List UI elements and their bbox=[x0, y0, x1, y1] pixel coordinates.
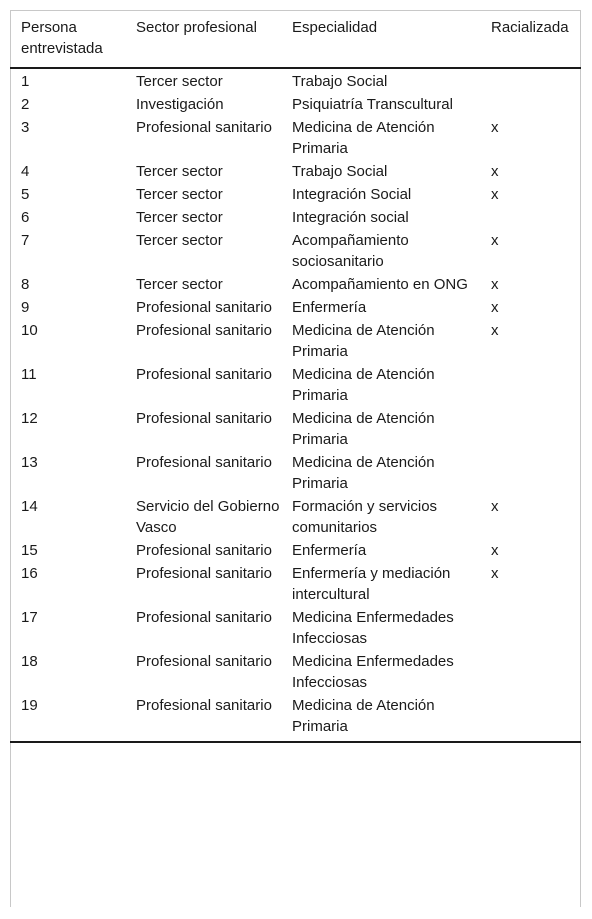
cell-especialidad: Integración Social bbox=[292, 186, 412, 203]
cell-racializada bbox=[491, 364, 581, 408]
cell-sector: Tercer sector bbox=[136, 73, 223, 90]
cell-especialidad: Medicina de Atención Primaria bbox=[292, 697, 435, 735]
cell-sector: Profesional sanitario bbox=[136, 299, 272, 316]
cell-especialidad: Acompañamiento sociosanitario bbox=[292, 232, 409, 270]
cell-racializada bbox=[491, 651, 581, 695]
table-row bbox=[10, 651, 581, 695]
cell-racializada: x bbox=[491, 232, 499, 249]
cell-especialidad: Medicina Enfermedades Infecciosas bbox=[292, 609, 454, 647]
table-row bbox=[10, 607, 581, 651]
cell-racializada: x bbox=[491, 565, 499, 582]
table-row bbox=[10, 207, 581, 230]
interviewees-table bbox=[10, 10, 581, 743]
cell-racializada: x bbox=[491, 498, 499, 515]
table-row bbox=[10, 320, 581, 364]
header-row bbox=[10, 11, 581, 69]
cell-racializada: x bbox=[491, 163, 499, 180]
cell-sector: Profesional sanitario bbox=[136, 119, 272, 136]
table-row bbox=[10, 297, 581, 320]
cell-especialidad: Medicina de Atención Primaria bbox=[292, 454, 435, 492]
cell-sector: Tercer sector bbox=[136, 163, 223, 180]
table-row bbox=[10, 274, 581, 297]
cell-especialidad: Enfermería y mediación intercultural bbox=[292, 565, 451, 603]
cell-especialidad: Enfermería bbox=[292, 299, 367, 316]
cell-racializada: x bbox=[491, 276, 499, 293]
table-row bbox=[10, 496, 581, 540]
header-racializada: Racializada bbox=[491, 19, 569, 36]
cell-sector: Tercer sector bbox=[136, 232, 223, 249]
table-container bbox=[10, 10, 581, 743]
cell-persona: 10 bbox=[21, 322, 38, 339]
table-row bbox=[10, 68, 581, 94]
cell-sector: Profesional sanitario bbox=[136, 542, 272, 559]
cell-especialidad: Psiquiatría Transcultural bbox=[292, 96, 453, 113]
cell-especialidad: Enfermería bbox=[292, 542, 367, 559]
cell-racializada: x bbox=[491, 299, 499, 316]
cell-persona: 17 bbox=[21, 609, 38, 626]
header-especialidad: Especialidad bbox=[292, 19, 378, 36]
cell-especialidad: Integración social bbox=[292, 209, 409, 226]
cell-sector: Profesional sanitario bbox=[136, 454, 272, 471]
table-row bbox=[10, 184, 581, 207]
table-row bbox=[10, 364, 581, 408]
table-row bbox=[10, 695, 581, 742]
cell-sector: Servicio del Gobierno Vasco bbox=[136, 498, 280, 536]
cell-persona: 14 bbox=[21, 498, 38, 515]
cell-persona: 8 bbox=[21, 276, 30, 293]
cell-sector: Profesional sanitario bbox=[136, 410, 272, 427]
cell-persona: 13 bbox=[21, 454, 38, 471]
cell-sector: Profesional sanitario bbox=[136, 697, 272, 714]
cell-persona: 2 bbox=[21, 96, 30, 113]
cell-sector: Tercer sector bbox=[136, 209, 223, 226]
cell-especialidad: Trabajo Social bbox=[292, 163, 388, 180]
cell-sector: Profesional sanitario bbox=[136, 565, 272, 582]
cell-racializada bbox=[491, 607, 581, 651]
cell-persona: 4 bbox=[21, 163, 30, 180]
cell-persona: 11 bbox=[21, 366, 37, 383]
header-sector: Sector profesional bbox=[136, 19, 257, 36]
cell-especialidad: Medicina de Atención Primaria bbox=[292, 410, 435, 448]
cell-persona: 12 bbox=[21, 410, 38, 427]
cell-persona: 6 bbox=[21, 209, 30, 226]
cell-especialidad: Trabajo Social bbox=[292, 73, 388, 90]
cell-racializada: x bbox=[491, 322, 499, 339]
cell-racializada bbox=[491, 695, 581, 742]
table-row bbox=[10, 408, 581, 452]
cell-persona: 5 bbox=[21, 186, 30, 203]
table-row bbox=[10, 540, 581, 563]
cell-racializada: x bbox=[491, 119, 499, 136]
header-persona: Persona entrevistada bbox=[21, 19, 103, 57]
cell-racializada bbox=[491, 452, 581, 496]
cell-especialidad: Medicina de Atención Primaria bbox=[292, 322, 435, 360]
cell-racializada bbox=[491, 68, 581, 94]
cell-sector: Profesional sanitario bbox=[136, 322, 272, 339]
table-body bbox=[10, 68, 581, 742]
cell-persona: 9 bbox=[21, 299, 30, 316]
cell-sector: Investigación bbox=[136, 96, 224, 113]
cell-racializada: x bbox=[491, 542, 499, 559]
cell-persona: 19 bbox=[21, 697, 38, 714]
table-row bbox=[10, 452, 581, 496]
cell-sector: Profesional sanitario bbox=[136, 366, 272, 383]
cell-sector: Tercer sector bbox=[136, 186, 223, 203]
cell-racializada bbox=[491, 94, 581, 117]
cell-persona: 16 bbox=[21, 565, 38, 582]
cell-especialidad: Medicina de Atención Primaria bbox=[292, 366, 435, 404]
cell-persona: 18 bbox=[21, 653, 38, 670]
table-row bbox=[10, 161, 581, 184]
cell-persona: 15 bbox=[21, 542, 38, 559]
cell-sector: Profesional sanitario bbox=[136, 653, 272, 670]
cell-persona: 7 bbox=[21, 232, 30, 249]
cell-racializada bbox=[491, 207, 581, 230]
table-row bbox=[10, 230, 581, 274]
cell-sector: Profesional sanitario bbox=[136, 609, 272, 626]
cell-racializada: x bbox=[491, 186, 499, 203]
table-header bbox=[10, 11, 581, 69]
table-row bbox=[10, 563, 581, 607]
cell-sector: Tercer sector bbox=[136, 276, 223, 293]
cell-especialidad: Medicina de Atención Primaria bbox=[292, 119, 435, 157]
cell-especialidad: Acompañamiento en ONG bbox=[292, 276, 468, 293]
table-row bbox=[10, 94, 581, 117]
cell-especialidad: Medicina Enfermedades Infecciosas bbox=[292, 653, 454, 691]
cell-persona: 1 bbox=[21, 73, 30, 90]
cell-racializada bbox=[491, 408, 581, 452]
table-row bbox=[10, 117, 581, 161]
cell-persona: 3 bbox=[21, 119, 30, 136]
cell-especialidad: Formación y servicios comunitarios bbox=[292, 498, 438, 536]
